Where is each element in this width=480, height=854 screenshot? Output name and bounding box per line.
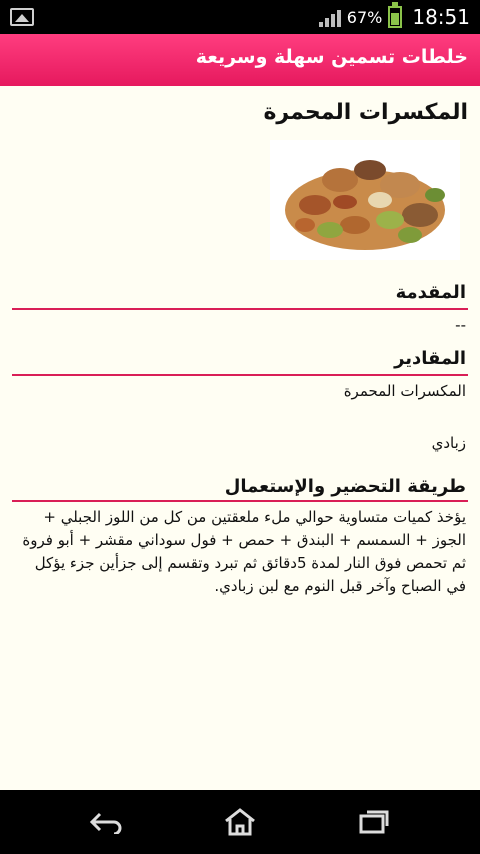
intro-divider — [12, 308, 468, 310]
mixed-nuts-image — [270, 140, 460, 260]
home-icon — [223, 807, 257, 837]
battery-percent: 67% — [346, 7, 383, 27]
ingredient-item: المكسرات المحمرة — [343, 382, 466, 400]
preparation-heading: طريقة التحضير والإستعمال — [224, 476, 466, 497]
back-button[interactable] — [76, 800, 136, 844]
ingredients-heading: المقادير — [394, 348, 466, 369]
app-title: خلطات تسمين سهلة وسريعة — [195, 46, 468, 68]
navigation-bar — [0, 790, 480, 854]
recipe-title: المكسرات المحمرة — [263, 100, 468, 125]
recipe-content[interactable] — [0, 86, 480, 790]
gallery-notification-icon — [10, 8, 34, 26]
app-bar — [0, 34, 480, 86]
recents-button[interactable] — [344, 800, 404, 844]
home-button[interactable] — [210, 800, 270, 844]
ingredients-divider — [12, 374, 468, 376]
preparation-text: يؤخذ كميات متساوية حوالي ملء ملعقتين من كل من اللوز الجبلي + الجوز + السمسم + البندق + حمص + فول سوداني مقشر + أبو فروة ثم تحمص فوق النار لمدة 5دقائق ثم تبرد وتقسم إلى جزأين جزء يؤكل في الصباح وآخر قبل النوم مع لبن زبادي. — [22, 508, 466, 595]
battery-icon — [388, 6, 402, 28]
intro-text: -- — [455, 316, 466, 334]
signal-icon — [319, 7, 341, 27]
status-indicators — [319, 0, 470, 34]
clock: 18:51 — [412, 5, 470, 29]
ingredient-item: زبادي — [431, 434, 466, 452]
back-icon — [88, 810, 124, 834]
preparation-divider — [12, 500, 468, 502]
recents-icon — [357, 808, 391, 836]
status-bar — [0, 0, 480, 34]
intro-heading: المقدمة — [395, 282, 466, 303]
